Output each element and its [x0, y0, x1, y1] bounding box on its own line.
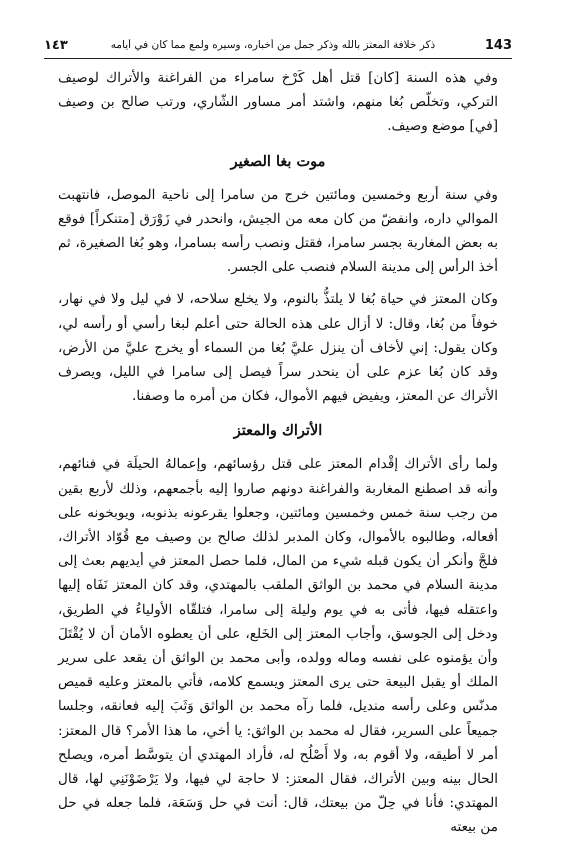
running-title: ذكر خلافة المعتز بالله وذكر جمل من أخباره، وسيره ولمع مما كان في أيامه — [110, 39, 436, 51]
page-number-arabic: ١٤٣ — [44, 38, 68, 53]
section-heading-death-of-bugha: موت بغا الصغير — [230, 152, 326, 170]
intro-paragraph: وفي هذه السنة [كان] قتل أهل كَرْخ سامراء من الفراغنة والأتراك لوصيف التركي، وتخلّص بُغا منهم، واشتد أمر مساور الشّاري، ورتب صالح بن وصيف [في] موضع وصيف. — [58, 70, 498, 135]
page-body — [58, 66, 498, 848]
paragraph: وكان المعتز في حياة بُغا لا يلتذُّ بالنوم، ولا يخلع سلاحه، لا في ليل ولا في نهار، خوفاً من بُغا، وقال: لا أزال على هذه الحالة حتى أعلم لبغا رأسي أو رأسه لي، وكان يقول: إني لأخاف أن ينزل عليَّ بُغا من السماء أو يخرج عليَّ من الأرض، وقد كان بُغا عزم على أن ينحدر سراً فيصل إلى سامرا في الليل، ويصرف الأتراك عن المعتز، ويفيض فيهم الأموال، فكان من أمره ما وصفنا. — [58, 291, 498, 405]
paragraph: وفي سنة أربع وخمسين ومائتين خرج من سامرا إلى ناحية الموصل، فانتهبت الموالي داره، وانفضّ من كان معه من الجيش، وانحدر في زَوْرَق [متنكراً] فوقع به بعض المغاربة بجسر سامرا، فقتل ونصب رأسه بسامرا، وهو بُغا الصغيرة، ثم أخذ الرأس إلى مدينة السلام فنصب على الجسر. — [58, 186, 498, 276]
page-number-latin: 143 — [484, 38, 512, 53]
paragraph: ولما رأى الأتراك إقْدام المعتز على قتل رؤسائهم، وإعمالهُ الحيلَة في فنائهم، وأنه قد اصطنع المغاربة والفراغنة دونهم صاروا إليه بأجمعهم، وذلك لأربع بقين من رجب سنة خمس وخمسين ومائتين، وجعلوا يقرعونه بذنوبه، ويوبخونه على أفعاله، وطالبوه بالأموال، وكان المدبر لذلك صالح بن وصيف مع قُوّاد الأتراك، فلجَّ وأنكر أن يكون قبله شيء من المال، فلما حصل المعتز في أيديهم بعث إلى مدينة السلام في محمد بن الواثق الملقب بالمهتدي، وقد كان المعتز نَفَاه إليها واعتقله فيها، فأتى به في يوم وليلة إلى سامرا، فتلقّاه الأولياءُ في الطريق، ودخل إلى الجوسق، وأجاب المعتز إلى الخَلع، على أن يعطوه الأمان أن لا يُقْتَلَ وأن يؤمنوه على نفسه وماله وولده، وأبى محمد بن الواثق أن يقعد على سرير الملك أو يقبل البيعة حتى يرى المعتز ويسمع كلامه، فأتي بالمعتز وعليه قميص مدنّس وعلى رأسه منديل، فلما رآه محمد بن الواثق وَثَبَ إليه فعانقه، وجلسا جميعاً على السرير، فقال له محمد بن الواثق: يا أخي، ما هذا الأمر؟ قال المعتز: أمر لا أطيقه، ولا أقوم به، ولا أَصْلُح له، فأراد المهتدي أن يتوسَّط أمره، ويصلح الحال بينه وبين الأتراك، فقال المعتز: لا حاجة لي فيها، ولا يَرْضَوْنَنِي لها، قال المهتدي: فأنا في حِلّ من بيعتك، قال: أنت في حل وَسَعَة، فلما جعله في حل من بيعته — [58, 456, 498, 836]
section-heading-turks-and-mutazz: الأتراك والمعتز — [233, 422, 323, 440]
page-header — [44, 34, 512, 59]
